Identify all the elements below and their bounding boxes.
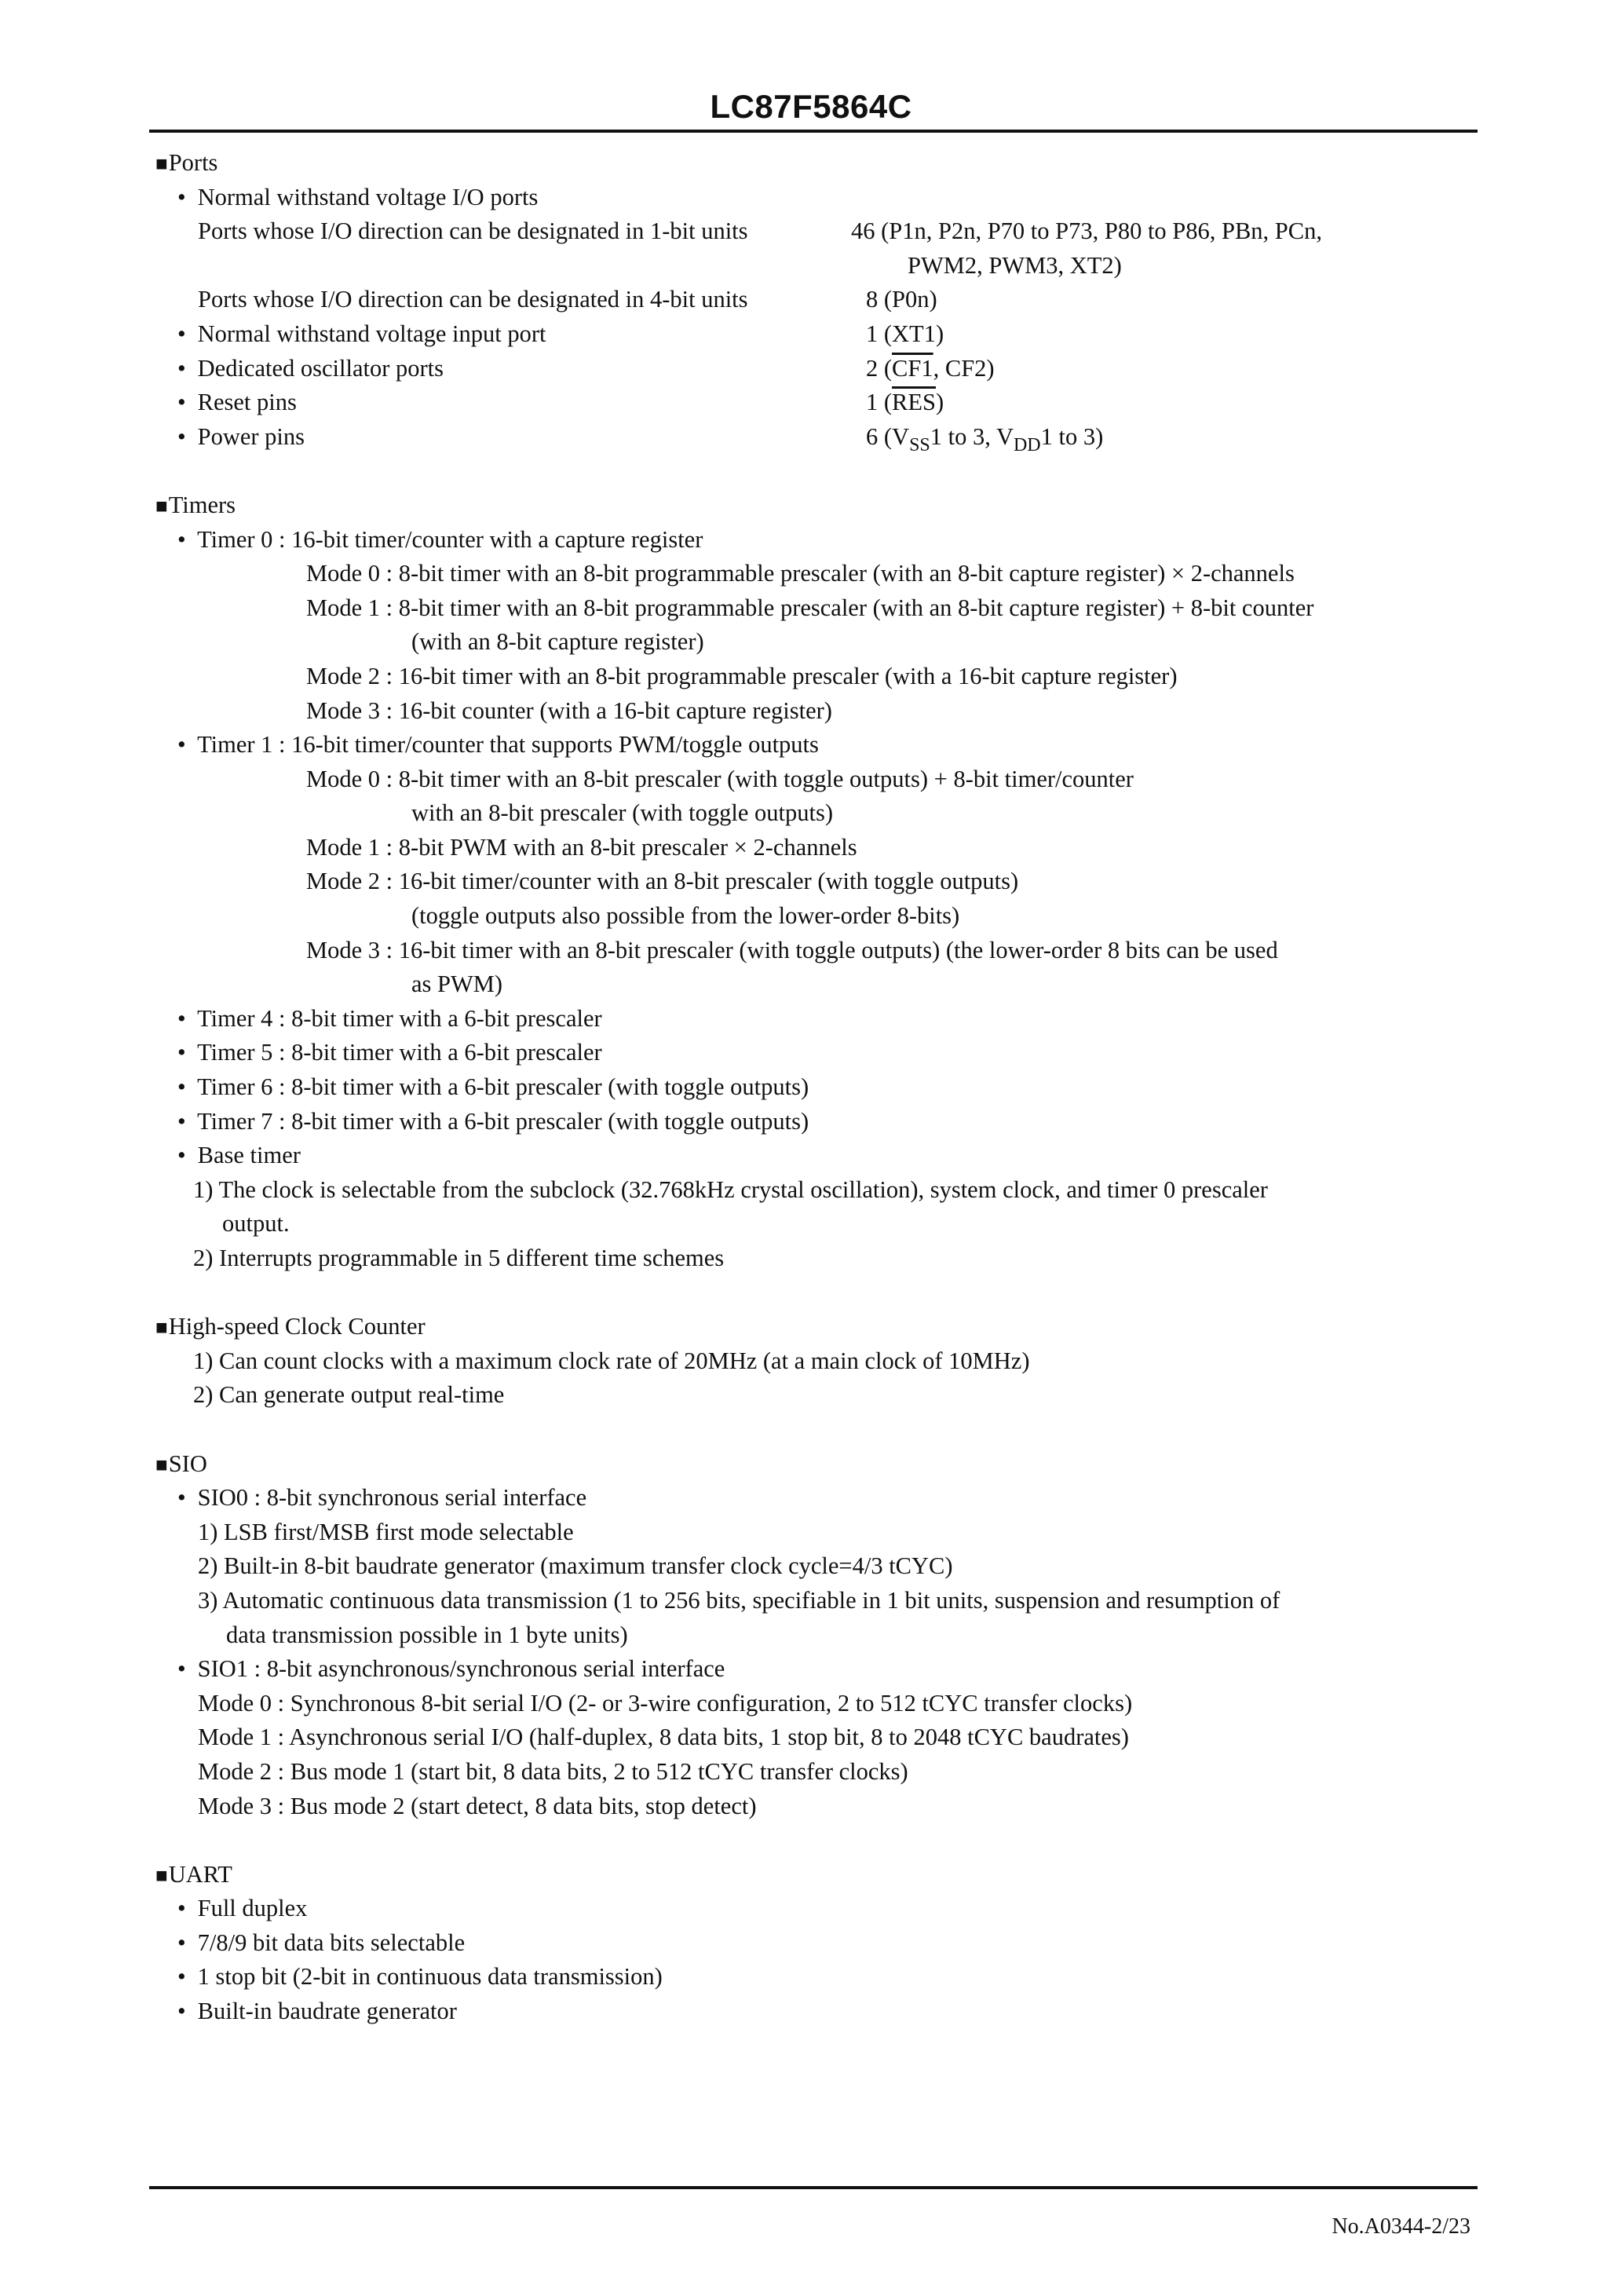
spec-row: • Normal withstand voltage input port 1 (XT1) [155,317,1482,352]
list-item: Mode 1 : Asynchronous serial I/O (half-duplex, 8 data bits, 1 stop bit, 8 to 2048 tCYC baudrates) [198,1724,1129,1751]
list-item: (toggle outputs also possible from the lower-order 8-bits) [411,902,960,930]
bullet-icon: • [177,389,186,416]
list-item: Mode 2 : Bus mode 1 (start bit, 8 data bits, 2 to 512 tCYC transfer clocks) [198,1757,908,1785]
bullet-icon: • [177,1039,186,1066]
spec-row [155,249,1482,283]
list-item: data transmission possible in 1 byte units) [226,1621,628,1648]
list-item: (with an 8-bit capture register) [411,628,704,656]
bullet-icon: • [177,1484,186,1512]
spec-value: 2 (CF1, CF2) [866,354,995,382]
list-item: Mode 0 : Synchronous 8-bit serial I/O (2- or 3-wire configuration, 2 to 512 tCYC transfer clocks) [198,1689,1133,1717]
list-item: • 1 stop bit (2-bit in continuous data transmission) [155,1960,1482,1994]
bullet-icon: • [177,1142,186,1169]
list-item: Mode 3 : Bus mode 2 (start detect, 8 data bits, stop detect) [198,1792,757,1819]
bullet-icon: • [177,1073,186,1101]
list-item: Mode 0 : 8-bit timer with an 8-bit programmable prescaler (with an 8-bit capture register) × 2-channels [306,560,1295,587]
section-heading-hscc: ■High-speed Clock Counter [155,1310,1482,1344]
spec-value: 6 ($V_{SS}1$ to 3, $V_{DD}1$ to 3) [866,422,1104,455]
spec-row: • Dedicated oscillator ports 2 (CF1, CF2) [155,352,1482,386]
list-item: • Base timer [155,1139,1482,1173]
spec-value: 1 $(\overline{RES})$ [866,389,944,416]
bullet-icon: • [177,525,186,553]
list-item: • 7/8/9 bit data bits selectable [155,1926,1482,1961]
bullet-icon: • [177,1004,186,1032]
bullet-icon: • [177,422,186,450]
spec-row: • Power pins 6 ($V_{SS}1$ to 3, $V_{DD}1$ to 3) [155,420,1482,455]
section-heading-ports: ■Ports [155,146,1482,181]
list-item: as PWM) [411,971,503,998]
list-item: Mode 3 : 16-bit counter (with a 16-bit capture register) [306,696,832,724]
spec-row: Ports whose I/O direction can be designated in 1-bit units 46 (P1n, P2n, P70 to P73, P80 to P86, PBn, PCn, [155,214,1482,249]
square-bullet-icon: ■ [155,1863,168,1887]
list-item: with an 8-bit prescaler (with toggle outputs) [411,799,834,827]
list-item: • Timer 5 : 8-bit timer with a 6-bit prescaler [155,1036,1482,1070]
spec-row: • Reset pins 1 $(\overline{RES})$ [155,386,1482,420]
list-item: Mode 0 : 8-bit timer with an 8-bit prescaler (with toggle outputs) + 8-bit timer/counter [306,765,1134,792]
list-item: 2) Interrupts programmable in 5 different time schemes [193,1245,725,1271]
document-body [155,146,1482,2029]
list-item: • SIO0 : 8-bit synchronous serial interface [155,1481,1482,1515]
list-item: output. [222,1210,290,1238]
bullet-icon: • [177,320,186,347]
list-item: • Normal withstand voltage I/O ports [155,181,1482,215]
list-item: • Timer 4 : 8-bit timer with a 6-bit prescaler [155,1002,1482,1036]
list-item: Mode 3 : 16-bit timer with an 8-bit prescaler (with toggle outputs) (the lower-order 8 bits can be used [306,936,1278,963]
list-item: 1) The clock is selectable from the subclock (32.768kHz crystal oscillation), system clock, and timer 0 prescaler [193,1175,1268,1203]
list-item: • Full duplex [155,1892,1482,1926]
spec-value: 1 (XT1) [866,320,944,347]
list-item: 2) Built-in 8-bit baudrate generator (maximum transfer clock cycle=4/3 tCYC) [198,1552,953,1580]
list-item: 3) Automatic continuous data transmission (1 to 256 bits, specifiable in 1 bit units, suspension and resumption of [198,1586,1280,1614]
bullet-icon: • [177,1929,186,1956]
header-rule [149,130,1478,133]
bullet-icon: • [177,731,186,759]
bullet-icon: • [177,183,186,210]
list-item: • Timer 1 : 16-bit timer/counter that supports PWM/toggle outputs [155,728,1482,762]
bullet-icon: • [177,1998,186,2025]
page-reference: No.A0344-2/23 [1332,2214,1470,2239]
list-item: Mode 2 : 16-bit timer/counter with an 8-bit prescaler (with toggle outputs) [306,868,1019,895]
list-item: Mode 2 : 16-bit timer with an 8-bit programmable prescaler (with a 16-bit capture register) [306,662,1178,689]
list-item: Mode 1 : 8-bit timer with an 8-bit programmable prescaler (with an 8-bit capture register) + 8-bit counter [306,594,1314,621]
spec-value: PWM2, PWM3, XT2) [908,251,1122,279]
square-bullet-icon: ■ [155,1453,168,1476]
section-heading-timers: ■Timers [155,488,1482,523]
list-item: • Timer 0 : 16-bit timer/counter with a capture register [155,523,1482,558]
document-title: LC87F5864C [710,88,912,125]
bullet-icon: • [177,1963,186,1991]
list-item: 1) Can count clocks with a maximum clock rate of 20MHz (at a main clock of 10MHz) [193,1347,1030,1374]
bullet-icon: • [177,1107,186,1135]
list-item: 1) LSB first/MSB first mode selectable [198,1518,574,1545]
spec-value: 8 (P0n) [866,286,937,313]
bullet-icon: • [177,1655,186,1683]
square-bullet-icon: ■ [155,152,168,175]
bullet-icon: • [177,1895,186,1922]
list-item: • Timer 6 : 8-bit timer with a 6-bit prescaler (with toggle outputs) [155,1070,1482,1105]
list-item: 2) Can generate output real-time [193,1381,505,1409]
square-bullet-icon: ■ [155,494,168,517]
footer-rule [149,2186,1478,2189]
square-bullet-icon: ■ [155,1316,168,1340]
list-item: • SIO1 : 8-bit asynchronous/synchronous serial interface [155,1652,1482,1687]
spec-row: Ports whose I/O direction can be designated in 4-bit units 8 (P0n) [155,283,1482,317]
list-item: • Timer 7 : 8-bit timer with a 6-bit prescaler (with toggle outputs) [155,1105,1482,1139]
spec-value: 46 (P1n, P2n, P70 to P73, P80 to P86, PBn, PCn, [851,218,1322,245]
list-item: Mode 1 : 8-bit PWM with an 8-bit prescaler × 2-channels [306,833,857,861]
section-heading-sio: ■SIO [155,1447,1482,1482]
bullet-icon: • [177,354,186,382]
section-heading-uart: ■UART [155,1858,1482,1892]
list-item: • Built-in baudrate generator [155,1994,1482,2029]
